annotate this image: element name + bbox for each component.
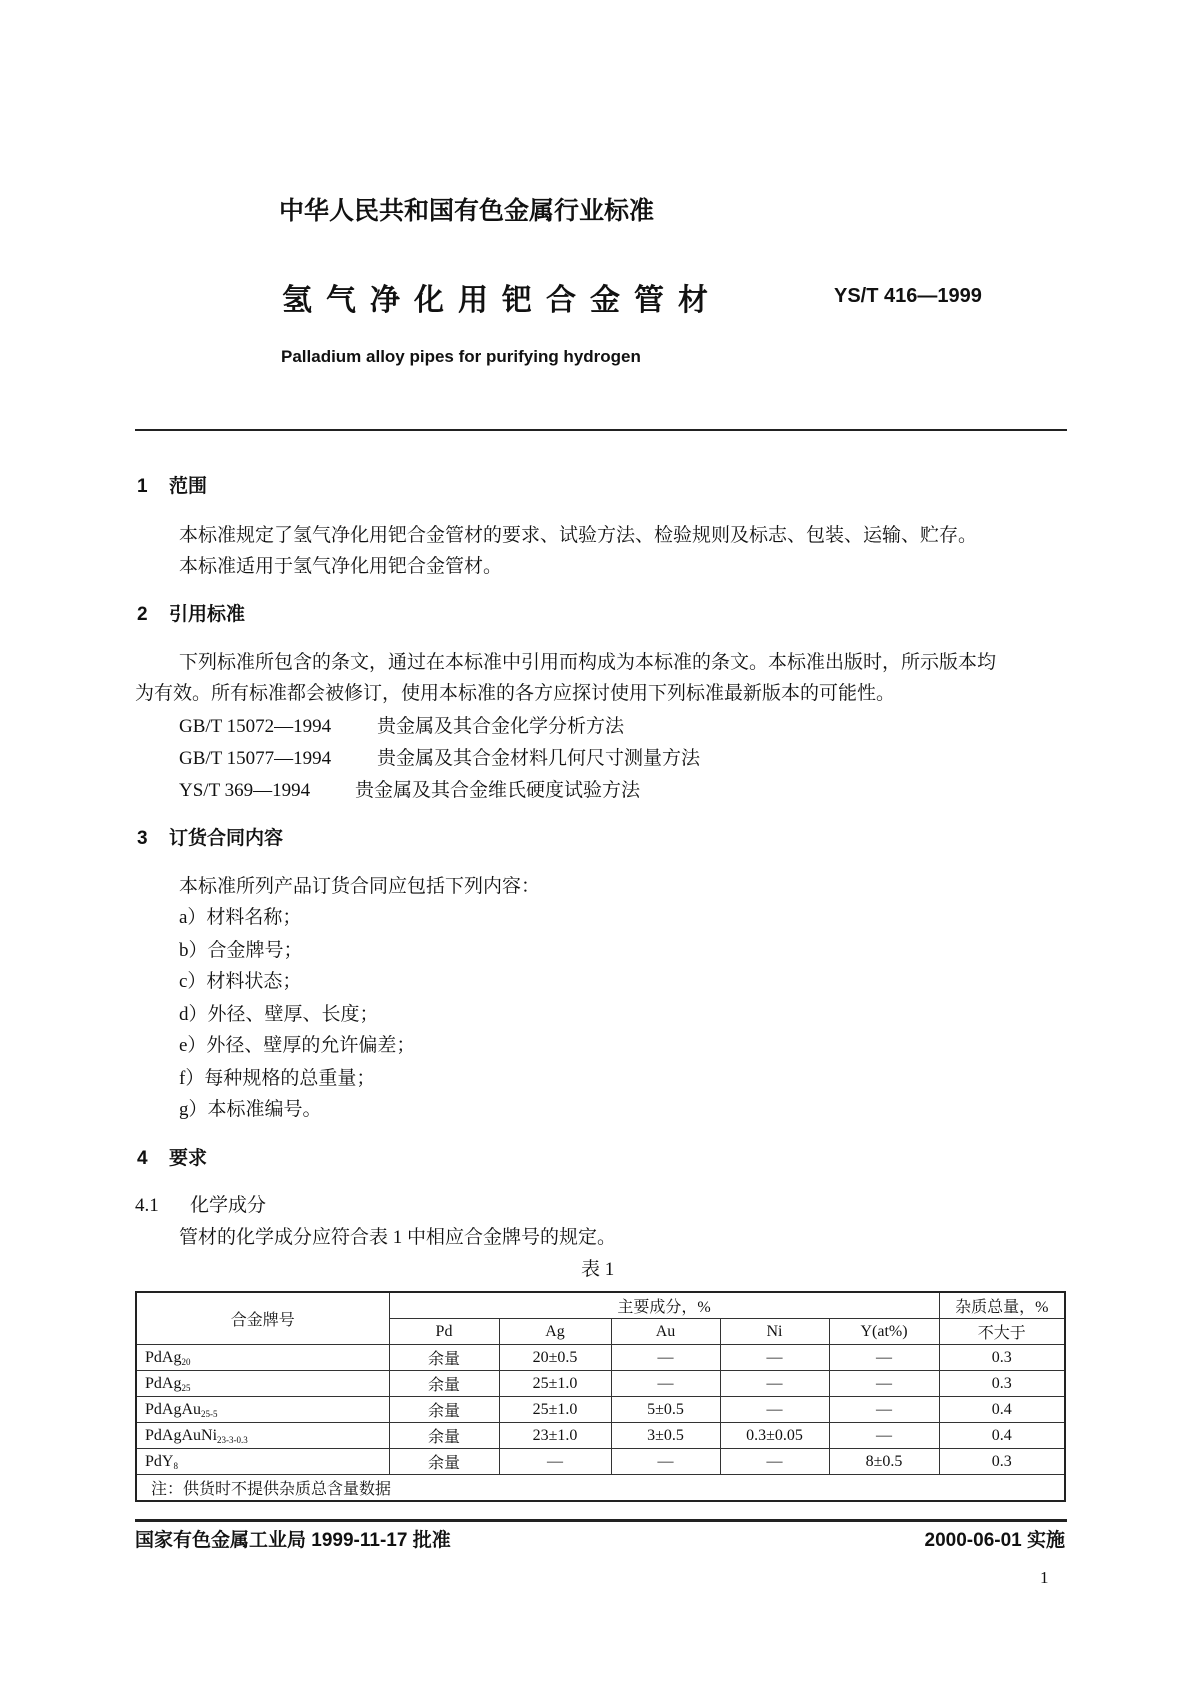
table-cell: 余量 <box>389 1449 499 1475</box>
header-main: 主要成分，% <box>389 1292 939 1319</box>
alloy-base: PdAgAu <box>145 1400 202 1418</box>
list-item: b）合金牌号； <box>179 940 303 961</box>
list-item: a）材料名称； <box>179 907 302 928</box>
ref-code: YS/T 369—1994 <box>179 780 311 801</box>
table-cell: 5±0.5 <box>611 1397 720 1423</box>
alloy-name <box>136 1449 389 1475</box>
list-item: e）外径、壁厚的允许偏差； <box>179 1035 416 1056</box>
table-cell: 余量 <box>389 1423 499 1449</box>
table-cell: 20±0.5 <box>499 1345 611 1371</box>
table-cell: 8±0.5 <box>829 1449 939 1475</box>
table-cell: 余量 <box>389 1371 499 1397</box>
list-item: f）每种规格的总重量； <box>179 1068 376 1089</box>
table-cell: — <box>829 1345 939 1371</box>
alloy-subscript: 8 <box>173 1460 178 1471</box>
paragraph: 下列标准所包含的条文，通过在本标准中引用而构成为本标准的条文。本标准出版时，所示版本均 <box>179 652 997 673</box>
alloy-subscript: 20 <box>181 1356 191 1367</box>
paragraph: 为有效。所有标准都会被修订，使用本标准的各方应探讨使用下列标准最新版本的可能性。 <box>135 683 896 704</box>
footer-rule <box>135 1519 1067 1522</box>
alloy-name <box>136 1345 389 1371</box>
alloy-name <box>136 1397 389 1423</box>
approval-date: 国家有色金属工业局 1999-11-17 批准 <box>135 1530 451 1551</box>
s2-title: 引用标准 <box>169 604 246 625</box>
table-cell: 0.3 <box>939 1345 1065 1371</box>
table-cell: — <box>611 1449 720 1475</box>
table-cell: — <box>720 1371 829 1397</box>
header-impurity: 杂质总量，% <box>939 1292 1065 1319</box>
ref-name: 贵金属及其合金化学分析方法 <box>377 716 625 737</box>
alloy-subscript: 23-3-0.3 <box>217 1434 248 1445</box>
header-alloy: 合金牌号 <box>136 1292 389 1345</box>
doc-title: 氢气净化用钯合金管材 <box>282 284 722 317</box>
table-cell: — <box>611 1345 720 1371</box>
paragraph: 本标准适用于氢气净化用钯合金管材。 <box>179 556 503 577</box>
composition-table <box>135 1291 1066 1502</box>
table-cell: — <box>829 1371 939 1397</box>
effective-date: 2000-06-01 实施 <box>924 1530 1065 1551</box>
table-cell: — <box>720 1449 829 1475</box>
table-caption: 表 1 <box>581 1259 615 1280</box>
page-number: 1 <box>1040 1568 1049 1587</box>
paragraph: 本标准所列产品订货合同应包括下列内容： <box>179 876 541 897</box>
table-cell: — <box>829 1397 939 1423</box>
list-item: c）材料状态； <box>179 971 302 992</box>
table-cell: 余量 <box>389 1345 499 1371</box>
col-header: Y(at%) <box>829 1319 939 1345</box>
table-cell: 0.3 <box>939 1449 1065 1475</box>
ref-name: 贵金属及其合金维氏硬度试验方法 <box>355 780 641 801</box>
col-header: Ag <box>499 1319 611 1345</box>
alloy-name <box>136 1423 389 1449</box>
title-english: Palladium alloy pipes for purifying hydrogen <box>281 347 641 366</box>
alloy-name <box>136 1371 389 1397</box>
s3-title: 订货合同内容 <box>169 828 284 849</box>
ref-code: GB/T 15072—1994 <box>179 716 332 737</box>
table-row <box>136 1397 1065 1423</box>
alloy-base: PdAg <box>145 1374 182 1392</box>
table-cell: 3±0.5 <box>611 1423 720 1449</box>
s4-title: 要求 <box>169 1148 208 1169</box>
alloy-base: PdAgAuNi <box>145 1426 218 1444</box>
s1-num: 1 <box>137 476 148 497</box>
table-cell: — <box>720 1397 829 1423</box>
s1-title: 范围 <box>169 476 208 497</box>
paragraph: 管材的化学成分应符合表 1 中相应合金牌号的规定。 <box>179 1227 617 1248</box>
list-item: g）本标准编号。 <box>179 1099 322 1120</box>
table-row <box>136 1449 1065 1475</box>
s2-num: 2 <box>137 604 148 625</box>
table-cell: — <box>720 1345 829 1371</box>
col-header: Au <box>611 1319 720 1345</box>
table-cell: 0.4 <box>939 1423 1065 1449</box>
col-header: 不大于 <box>939 1319 1065 1345</box>
s41-num: 4.1 <box>135 1195 159 1216</box>
s4-num: 4 <box>137 1148 148 1169</box>
col-header: Ni <box>720 1319 829 1345</box>
table-cell: 23±1.0 <box>499 1423 611 1449</box>
table-cell: — <box>499 1449 611 1475</box>
s3-num: 3 <box>137 828 148 849</box>
alloy-base: PdAg <box>145 1348 182 1366</box>
alloy-base: PdY <box>145 1452 174 1470</box>
s41-title: 化学成分 <box>190 1195 267 1216</box>
list-item: d）外径、壁厚、长度； <box>179 1004 379 1025</box>
table-cell: 余量 <box>389 1397 499 1423</box>
ref-name: 贵金属及其合金材料几何尺寸测量方法 <box>377 748 701 769</box>
alloy-subscript: 25-5 <box>201 1408 218 1419</box>
ref-code: GB/T 15077—1994 <box>179 748 332 769</box>
table-cell: 0.4 <box>939 1397 1065 1423</box>
org-standard: 中华人民共和国有色金属行业标准 <box>279 197 655 225</box>
table-row <box>136 1423 1065 1449</box>
table-cell: 25±1.0 <box>499 1397 611 1423</box>
col-header: Pd <box>389 1319 499 1345</box>
table-note: 注：供货时不提供杂质总含量数据 <box>136 1475 1065 1502</box>
table-cell: 0.3 <box>939 1371 1065 1397</box>
standard-code: YS/T 416—1999 <box>834 285 982 307</box>
header-rule <box>135 429 1067 431</box>
table-cell: — <box>611 1371 720 1397</box>
paragraph: 本标准规定了氢气净化用钯合金管材的要求、试验方法、检验规则及标志、包装、运输、贮存。 <box>179 525 978 546</box>
table-cell: 0.3±0.05 <box>720 1423 829 1449</box>
table-row <box>136 1371 1065 1397</box>
table-cell: 25±1.0 <box>499 1371 611 1397</box>
table-cell: — <box>829 1423 939 1449</box>
alloy-subscript: 25 <box>181 1382 191 1393</box>
table-row <box>136 1345 1065 1371</box>
